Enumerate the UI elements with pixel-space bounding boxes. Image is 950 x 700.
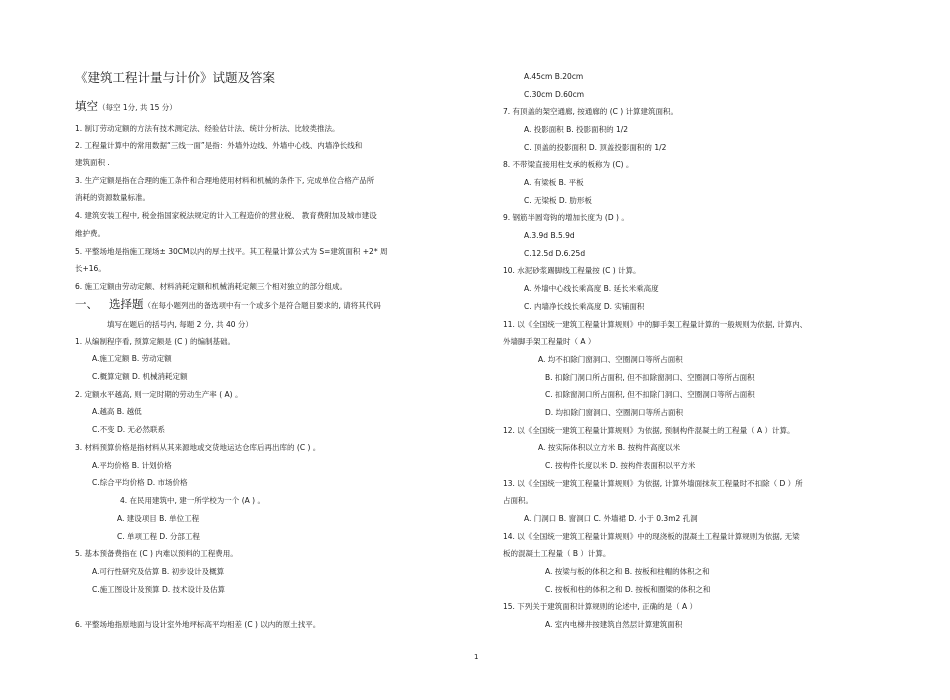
- option-line: C. 按构件长度以米 D. 按构件表面积以平方米: [545, 461, 696, 470]
- option-line: A. 外墙中心线长乘高度 B. 延长米乘高度: [524, 284, 659, 293]
- question: 2. 定额水平越高, 则一定时期的劳动生产率 ( A) 。: [75, 390, 243, 399]
- text-line: 2. 工程量计算中的常用数据“三线一面”是指：外墙外边线、外墙中心线、内墙净长线和: [75, 141, 363, 150]
- text-line: 填写在题后的括号内, 每题 2 分, 共 40 分）: [107, 320, 253, 329]
- text-line: 建筑面积 .: [75, 158, 110, 167]
- question: 13. 以《全国统一建筑工程量计算规则》为依据, 计算外墙面抹灰工程量时不扣除（ D ）所: [503, 479, 803, 488]
- question: 9. 钢筋半圆弯钩的增加长度为 (D ) 。: [503, 213, 629, 222]
- option-line: A. 有梁板 B. 平板: [524, 178, 584, 187]
- option-line: C.不变 D. 无必然联系: [92, 425, 166, 434]
- question: 6. 平整场地指原地面与设计室外地坪标高平均相差 (C ) 以内的原土找平。: [75, 620, 321, 629]
- question: 1. 从编制程序看, 预算定额是 (C ) 的编制基础。: [75, 337, 236, 346]
- section-choice: [75, 297, 381, 313]
- option-line: A. 按梁与板的体积之和 B. 按板和柱帽的体积之和: [545, 567, 710, 576]
- option-line: B. 扣除门洞口所占面积, 但不扣除窗洞口、空圈洞口等所占面积: [545, 373, 755, 382]
- question: 14. 以《全国统一建筑工程量计算规则》中的现浇板的混凝土工程量计算规则为依据, 无梁: [503, 532, 800, 541]
- text-line: 3. 生产定额是指在合理的施工条件和合理地使用材料和机械的条件下, 完成单位合格产品所: [75, 176, 375, 185]
- option-line: C. 按板和柱的体积之和 D. 按板和圈梁的体积之和: [545, 585, 711, 594]
- option-line: A.施工定额 B. 劳动定额: [92, 354, 172, 363]
- option-line: C.施工图设计及预算 D. 技术设计及估算: [92, 585, 226, 594]
- section-fill-blank: [75, 99, 177, 115]
- question: 4. 在民用建筑中, 建一所学校为一个 (A ) 。: [120, 496, 265, 505]
- option-line: C.概算定额 D. 机械消耗定额: [92, 372, 188, 381]
- option-line: A.45cm B.20cm: [524, 72, 584, 81]
- question-continued: 板的混凝土工程量（ B ）计算。: [503, 549, 611, 558]
- question-continued: 占面积。: [503, 496, 533, 505]
- option-line: A. 投影面积 B. 投影面积的 1/2: [524, 125, 629, 134]
- question: 8. 不带梁直接用柱支承的板称为 (C) 。: [503, 160, 634, 169]
- option-line: C.综合平均价格 D. 市场价格: [92, 478, 188, 487]
- section-note: （每空 1分, 共 15 分）: [98, 103, 177, 112]
- option-line: A. 室内电梯井按建筑自然层计算建筑面积: [545, 620, 683, 629]
- question: 5. 基本预备费指在 (C ) 内难以预料的工程费用。: [75, 549, 238, 558]
- page-number: 1: [474, 653, 479, 661]
- option-line: C. 内墙净长线长乘高度 D. 实铺面积: [524, 302, 645, 311]
- text-line: 6. 施工定额由劳动定额、材料消耗定额和机械消耗定额三个相对独立的部分组成。: [75, 282, 348, 291]
- text-line: 维护费。: [75, 229, 105, 238]
- question: 12. 以《全国统一建筑工程量计算规则》为依据, 预制构件混凝土的工程量（ A ）计算。: [503, 426, 795, 435]
- option-line: C. 单项工程 D. 分部工程: [117, 532, 200, 541]
- option-line: C.12.5d D.6.25d: [524, 249, 586, 258]
- option-line: A.3.9d B.5.9d: [524, 231, 575, 240]
- page-title: 《建筑工程计量与计价》试题及答案: [75, 70, 276, 85]
- option-line: A. 门洞口 B. 窗洞口 C. 外墙裙 D. 小于 0.3m2 孔洞: [524, 514, 698, 523]
- text-line: 消耗的资源数量标准。: [75, 193, 150, 202]
- section-number: 一、: [75, 297, 98, 311]
- section-note: （在每小题列出的备选项中有一个或多个是符合题目要求的, 请将其代码: [143, 301, 381, 310]
- question-continued: 外墙脚手架工程量时（ A ）: [503, 337, 596, 346]
- text-line: 1. 制订劳动定额的方法有技术测定法、经验估计法、统计分析法、比较类推法。: [75, 124, 340, 133]
- text-line: 4. 建筑安装工程中, 税金指国家税法规定的计入工程造价的营业税、 教育费附加及城市建设: [75, 211, 377, 220]
- question: 11. 以《全国统一建筑工程量计算规则》中的脚手架工程量计算的一般规则为依据, 计算内、: [503, 320, 808, 329]
- option-line: A. 均不扣除门窗洞口、空圈洞口等所占面积: [538, 355, 683, 364]
- question: 3. 材料预算价格是指材料从其来源地或交货地运达仓库后再出库的 (C ) 。: [75, 443, 321, 452]
- section-heading: 填空: [75, 99, 98, 113]
- question: 7. 有顶盖的架空通廊, 按通廊的 (C ) 计算建筑面积。: [503, 107, 679, 116]
- option-line: A.越高 B. 越低: [92, 407, 142, 416]
- option-line: C. 顶盖的投影面积 D. 顶盖投影面积的 1/2: [524, 143, 667, 152]
- text-line: 5. 平整场地是指施工现场± 30CM以内的厚土找平。其工程量计算公式为 S=建筑面积 +2* 周: [75, 247, 388, 256]
- option-line: A. 建设项目 B. 单位工程: [117, 514, 200, 523]
- question: 10. 水泥砂浆踢脚线工程量按 (C ) 计算。: [503, 266, 641, 275]
- option-line: C. 扣除窗洞口所占面积, 但不扣除门洞口、空圈洞口等所占面积: [545, 390, 755, 399]
- option-line: A.平均价格 B. 计划价格: [92, 461, 172, 470]
- option-line: C.30cm D.60cm: [524, 90, 585, 99]
- option-line: A.可行性研究及估算 B. 初步设计及概算: [92, 567, 225, 576]
- option-line: C. 无梁板 D. 肋形板: [524, 196, 592, 205]
- question: 15. 下列关于建筑面积计算规则的论述中, 正确的是（ A ）: [503, 602, 697, 611]
- option-line: D. 均扣除门窗洞口、空圈洞口等所占面积: [545, 408, 684, 417]
- section-heading: 选择题: [108, 297, 144, 311]
- text-line: 长+16。: [75, 264, 106, 273]
- option-line: A. 按实际体积以立方米 B. 按构件高度以米: [538, 443, 681, 452]
